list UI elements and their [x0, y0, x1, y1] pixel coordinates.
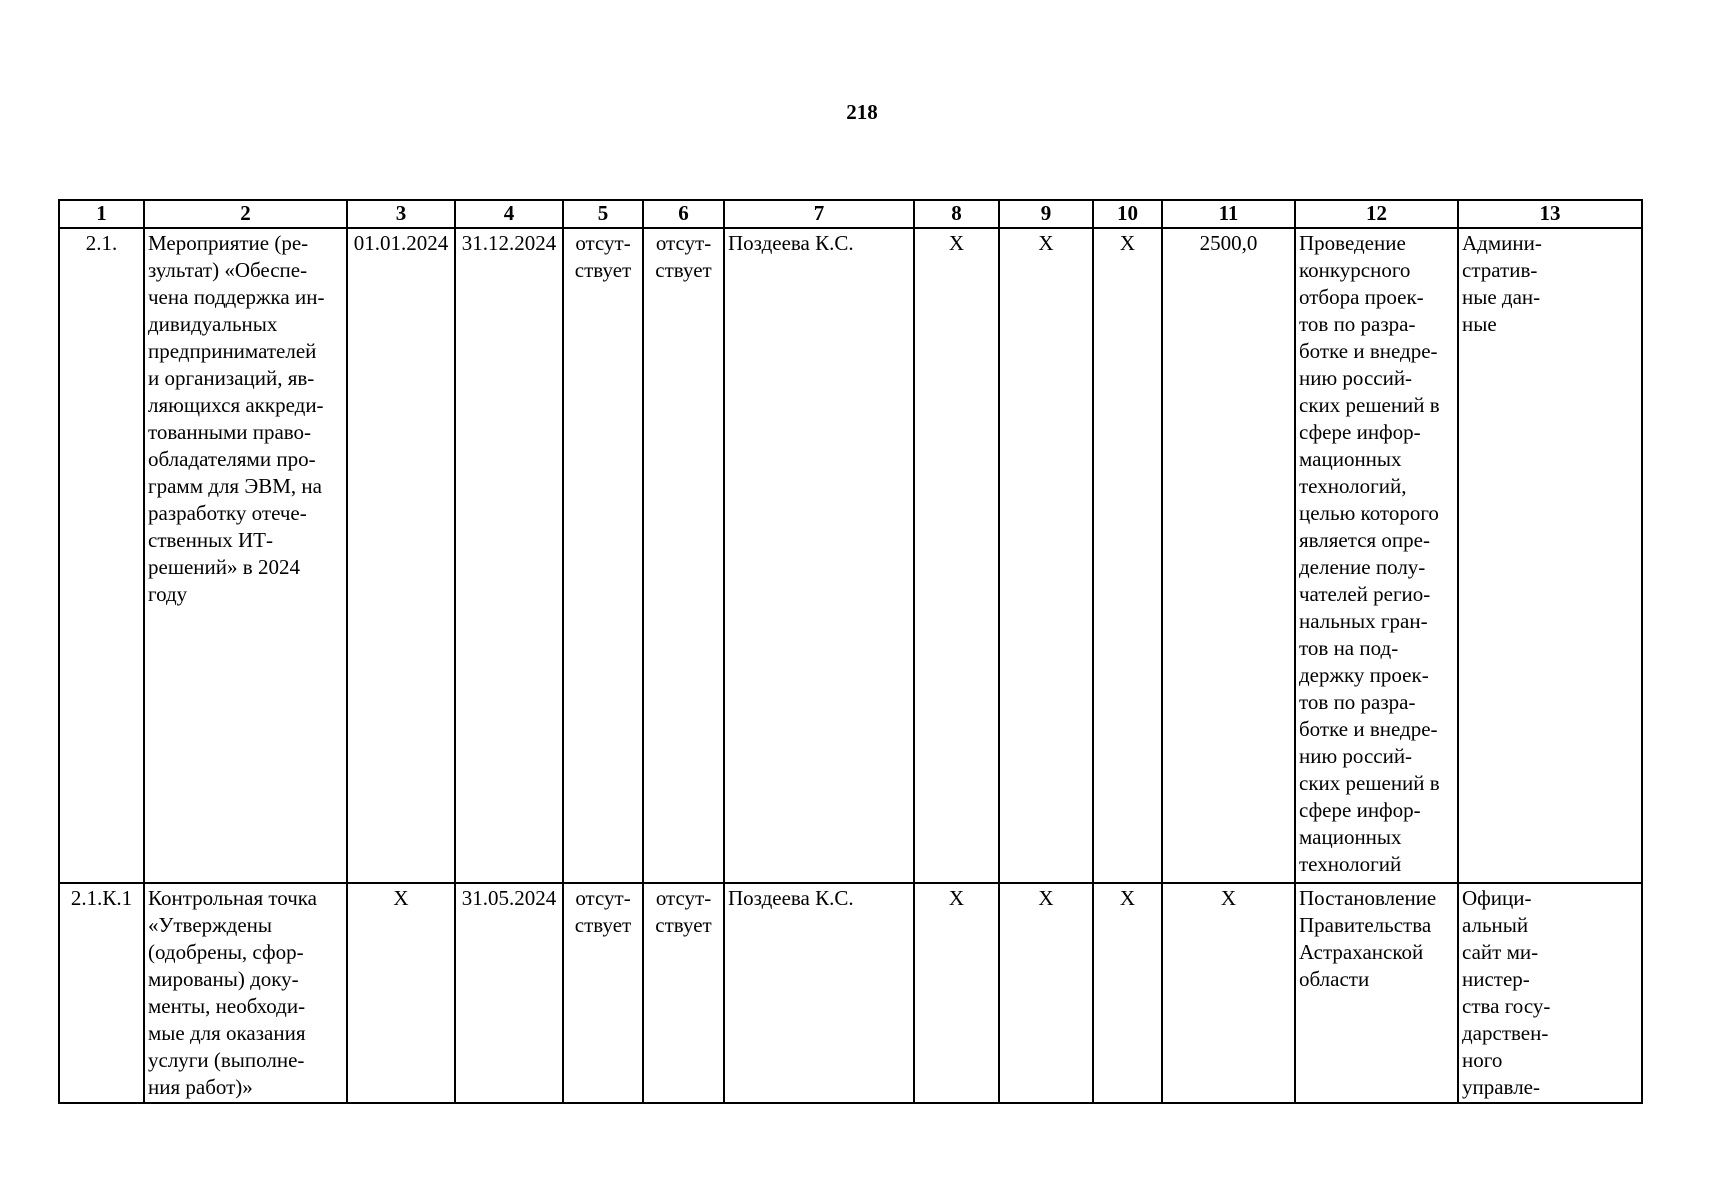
- col6-value: отсут- ствует: [643, 228, 724, 883]
- col10-value: Х: [1093, 228, 1162, 883]
- col8-value: Х: [914, 228, 999, 883]
- header-cell: 1: [59, 200, 144, 228]
- col9-value: Х: [999, 883, 1093, 1103]
- data-source: Админи- стратив- ные дан- ные: [1458, 228, 1642, 883]
- col8-value: Х: [914, 883, 999, 1103]
- header-cell: 13: [1458, 200, 1642, 228]
- description: Проведение конкурсного отбора проек- тов по разра- ботке и внедре- нию россий- ских решений в сфере инфор- мационных технологий, целью которого является опре- деление полу- чателей регио- нальных гран- тов на под- держку проек- тов по разра- ботке и внедре- нию россий- ских решений в сфере инфор- мационных технологий: [1295, 228, 1458, 883]
- responsible-person: Поздеева К.С.: [724, 228, 914, 883]
- col9-value: Х: [999, 228, 1093, 883]
- start-date: Х: [347, 883, 455, 1103]
- header-cell: 8: [914, 200, 999, 228]
- event-name: Контрольная точка «Утверждены (одобрены, сфор- мированы) доку- менты, необходи- мые для оказания услуги (выполне- ния работ)»: [144, 883, 347, 1103]
- col10-value: Х: [1093, 883, 1162, 1103]
- header-cell: 7: [724, 200, 914, 228]
- start-date: 01.01.2024: [347, 228, 455, 883]
- funding-amount: Х: [1162, 883, 1295, 1103]
- end-date: 31.05.2024: [455, 883, 563, 1103]
- header-cell: 6: [643, 200, 724, 228]
- description: Постановление Правительства Астраханской области: [1295, 883, 1458, 1103]
- plan-table: [58, 199, 1643, 1104]
- col6-value: отсут- ствует: [643, 883, 724, 1103]
- header-cell: 5: [563, 200, 643, 228]
- responsible-person: Поздеева К.С.: [724, 883, 914, 1103]
- header-cell: 10: [1093, 200, 1162, 228]
- header-cell: 4: [455, 200, 563, 228]
- table-row: [59, 228, 1642, 883]
- header-cell: 11: [1162, 200, 1295, 228]
- page-number: 218: [846, 100, 878, 124]
- row-number: 2.1.: [59, 228, 144, 883]
- col5-value: отсут- ствует: [563, 228, 643, 883]
- event-name: Мероприятие (ре- зультат) «Обеспе- чена поддержка ин- дивидуальных предпринимателей и организаций, яв- ляющихся аккреди- тованными право- обладателями про- грамм для ЭВМ, на разработку отече- ственных ИТ- решений» в 2024 году: [144, 228, 347, 883]
- row-number: 2.1.К.1: [59, 883, 144, 1103]
- header-cell: 3: [347, 200, 455, 228]
- data-source: Офици- альный сайт ми- нистер- ства госу- дарствен- ного управле-: [1458, 883, 1642, 1103]
- funding-amount: 2500,0: [1162, 228, 1295, 883]
- table-header-row: [59, 200, 1642, 228]
- header-cell: 2: [144, 200, 347, 228]
- header-cell: 12: [1295, 200, 1458, 228]
- header-cell: 9: [999, 200, 1093, 228]
- table-row: [59, 883, 1642, 1103]
- end-date: 31.12.2024: [455, 228, 563, 883]
- col5-value: отсут- ствует: [563, 883, 643, 1103]
